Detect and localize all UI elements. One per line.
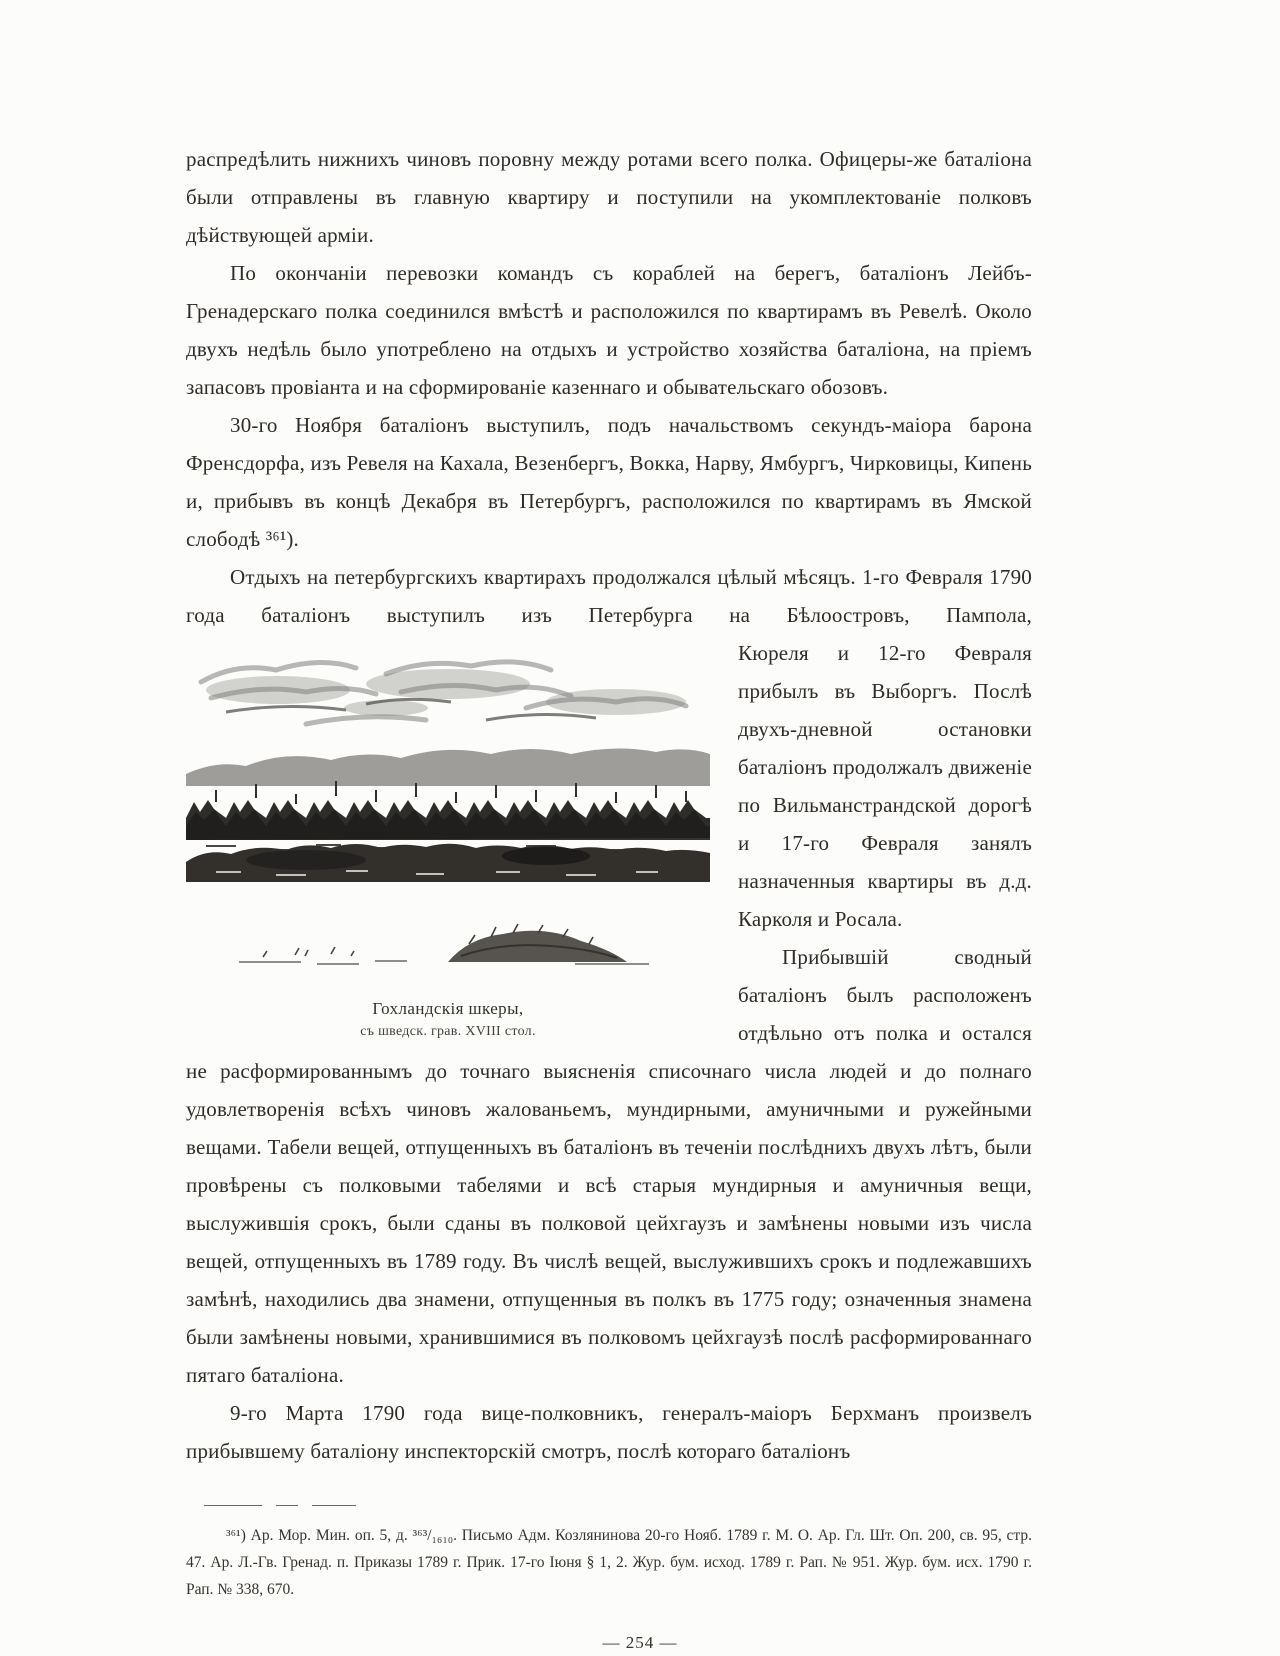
separator-dash <box>312 1505 356 1506</box>
footnote-block <box>0 1496 1280 1603</box>
skerries-engraving <box>186 644 710 882</box>
paragraph-february-wrap: Кюреля и 12-го Февраля прибылъ въ Выборгъ. Послѣ двухъ-дневной остановки баталіонъ продолжалъ движеніе по Вильманстрандской дорогѣ и 17-го Февраля занялъ назначенныя квартиры въ д.д. Карколя и Росала. <box>738 641 1032 931</box>
paragraph-revel: По окончаніи перевозки командъ съ кораблей на берегъ, баталіонъ Лейбъ-Гренадерскаго полка соединился вмѣстѣ и расположился по квартирамъ въ Ревелѣ. Около двухъ недѣль было употреблено на отдыхъ и устройство хозяйства баталіона, на пріемъ запасовъ провіанта и на сформированіе казеннаго и обывательскаго обозовъ. <box>186 261 1032 399</box>
separator-dash <box>204 1505 262 1506</box>
figure-caption-title: Гохландскія шкеры, <box>372 999 524 1018</box>
paragraph-february-intro: Отдыхъ на петербургскихъ квартирахъ продолжался цѣлый мѣсяцъ. 1-го Февраля 1790 года баталіонъ выступилъ изъ Петербурга на Бѣлоостровъ, Пампола, <box>186 565 1032 627</box>
skerries-sketch-secondary <box>233 900 663 978</box>
engraving-figure <box>186 644 710 1042</box>
paragraph-consolidated-battalion: Прибывшій сводный баталіонъ былъ расположенъ отдѣльно отъ полка и остался не расформированнымъ до точнаго выясненія списочнаго числа людей и до полнаго удовлетворенія всѣхъ чиновъ жалованьемъ, мундирными, амуничными и ружейными вещами. Табели вещей, отпущенныхъ въ баталіонъ въ теченіи послѣднихъ двухъ лѣтъ, были провѣрены съ полковыми табелями и всѣ старыя мундирныя и амуничныя вещи, выслужившія срокъ, были сданы въ полковой цейхгаузъ и замѣнены новыми изъ числа вещей, отпущенныхъ въ 1789 году. Въ числѣ вещей, выслужившихъ срокъ и подлежавшихъ замѣнѣ, находились два знамени, отпущенныя въ полкъ въ 1775 году; означенныя знамена были замѣнены новыми, хранившимися въ полковомъ цейхгаузѣ послѣ расформированнаго пятаго баталіона. <box>186 945 1032 1387</box>
separator-dash <box>276 1505 298 1506</box>
paragraph-march-review: 9-го Марта 1790 года вице-полковникъ, генералъ-маіоръ Берхманъ произвелъ прибывшему баталіону инспекторскій смотръ, послѣ котораго баталіонъ <box>186 1401 1032 1463</box>
footnote-text: ³⁶¹) Ар. Мор. Мин. оп. 5, д. ³⁶³/₁₆₁₀. Письмо Адм. Козлянинова 20-го Нояб. 1789 г. М. О. Ар. Гл. Шт. Оп. 200, св. 95, стр. 47. Ар. Л.-Гв. Гренад. п. Приказы 1789 г. Прик. 17-го Іюня § 1, 2. Жур. бум. исход. 1789 г. Рап. № 951. Жур. бум. исх. 1790 г. Рап. № 338, 670. <box>186 1526 1032 1598</box>
page-number: — 254 — <box>602 1632 678 1652</box>
paragraph-november-march: 30-го Ноября баталіонъ выступилъ, подъ начальствомъ секундъ-маіора барона Френсдорфа, изъ Ревеля на Кахала, Везенбергъ, Вокка, Нарву, Ямбургъ, Чирковицы, Кипень и, прибывъ въ концѣ Декабря въ Петербургъ, расположился по квартирамъ въ Ямской слободѣ ³⁶¹). <box>186 413 1032 551</box>
paragraph-continuation: распредѣлить нижнихъ чиновъ поровну между ротами всего полка. Офицеры-же баталіона были отправлены въ главную квартиру и поступили на укомплектованіе полковъ дѣйствующей арміи. <box>186 147 1032 247</box>
figure-caption <box>186 996 710 1042</box>
figure-caption-subtitle: съ шведск. грав. XVIII стол. <box>360 1024 536 1039</box>
footnote-separator <box>204 1496 1032 1506</box>
